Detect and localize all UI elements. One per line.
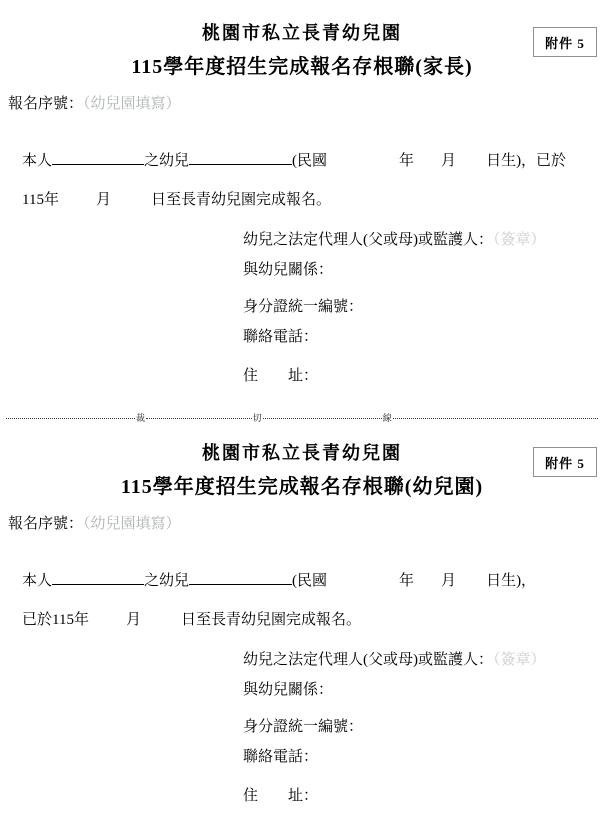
statement-text: 本人 [22, 153, 53, 169]
statement-text: 本人 [22, 573, 53, 589]
id-number-label: 身分證統一編號： [243, 719, 364, 735]
serial-number-line [8, 515, 181, 534]
seal-placeholder: （簽章） [493, 652, 546, 668]
month-label: 月 [95, 192, 111, 208]
statement-text: 日生)，已於 [486, 153, 567, 169]
kindergarten-stub-section [0, 420, 604, 825]
statement-text: 日至長青幼兒園完成報名。 [180, 612, 361, 628]
statement-text: 之幼兒 [144, 153, 190, 169]
attachment-badge [533, 27, 597, 57]
form-subtitle: 115學年度招生完成報名存根聯(家長) [131, 56, 473, 78]
statement-line-2 [22, 610, 361, 630]
statement-text: 日生)， [486, 573, 537, 589]
relation-label: 與幼兒關係： [243, 262, 334, 278]
year-label: 年 [399, 153, 415, 169]
address-label: 住 址： [243, 788, 319, 804]
phone-label: 聯絡電話： [243, 329, 319, 345]
serial-number-line [8, 95, 181, 114]
serial-label: 報名序號： [8, 96, 84, 112]
phone-label: 聯絡電話： [243, 749, 319, 765]
form-title: 桃園市私立長青幼兒園 [202, 443, 402, 463]
statement-text: 115年 [22, 192, 59, 208]
form-title: 桃園市私立長青幼兒園 [202, 23, 402, 43]
parent-name-blank [52, 570, 144, 585]
statement-text: 已於115年 [22, 612, 89, 628]
seal-placeholder: （簽章） [493, 232, 546, 248]
serial-label: 報名序號： [8, 516, 84, 532]
id-number-label: 身分證統一編號： [243, 299, 364, 315]
statement-line-2 [22, 190, 331, 210]
month-label: 月 [125, 612, 141, 628]
serial-placeholder: （幼兒園填寫） [83, 516, 181, 532]
cut-line-char: 裁 [135, 413, 145, 423]
parent-name-blank [52, 150, 144, 165]
attachment-badge [533, 447, 597, 477]
child-name-blank [189, 570, 292, 585]
statement-text: 日至長青幼兒園完成報名。 [150, 192, 331, 208]
month-label: 月 [441, 153, 457, 169]
cut-line-segment [6, 418, 135, 419]
phone-line [243, 748, 318, 767]
cut-line-segment [263, 418, 382, 419]
serial-placeholder: （幼兒園填寫） [83, 96, 181, 112]
id-number-line [243, 298, 363, 317]
statement-text: (民國 [292, 153, 328, 169]
statement-line-1 [22, 150, 566, 171]
cut-line-char: 切 [252, 413, 262, 423]
guardian-line [243, 651, 546, 670]
month-label: 月 [441, 573, 457, 589]
address-label: 住 址： [243, 368, 319, 384]
guardian-line [243, 231, 546, 250]
id-number-line [243, 718, 363, 737]
address-line [243, 787, 318, 806]
statement-text: 之幼兒 [144, 573, 190, 589]
relation-line [243, 261, 333, 280]
relation-label: 與幼兒關係： [243, 682, 334, 698]
attachment-badge-label: 附件 5 [545, 455, 585, 471]
year-label: 年 [399, 573, 415, 589]
child-name-blank [189, 150, 292, 165]
statement-line-1 [22, 570, 536, 591]
relation-line [243, 681, 333, 700]
address-line [243, 367, 318, 386]
phone-line [243, 328, 318, 347]
parent-stub-section [0, 0, 604, 410]
cut-line-segment [393, 418, 598, 419]
form-subtitle: 115學年度招生完成報名存根聯(幼兒園) [120, 476, 484, 498]
guardian-label: 幼兒之法定代理人(父或母)或監護人： [243, 232, 493, 248]
guardian-label: 幼兒之法定代理人(父或母)或監護人： [243, 652, 493, 668]
attachment-badge-label: 附件 5 [545, 35, 585, 51]
statement-text: (民國 [292, 573, 328, 589]
cut-line-segment [146, 418, 252, 419]
cut-line-char: 線 [382, 413, 392, 423]
